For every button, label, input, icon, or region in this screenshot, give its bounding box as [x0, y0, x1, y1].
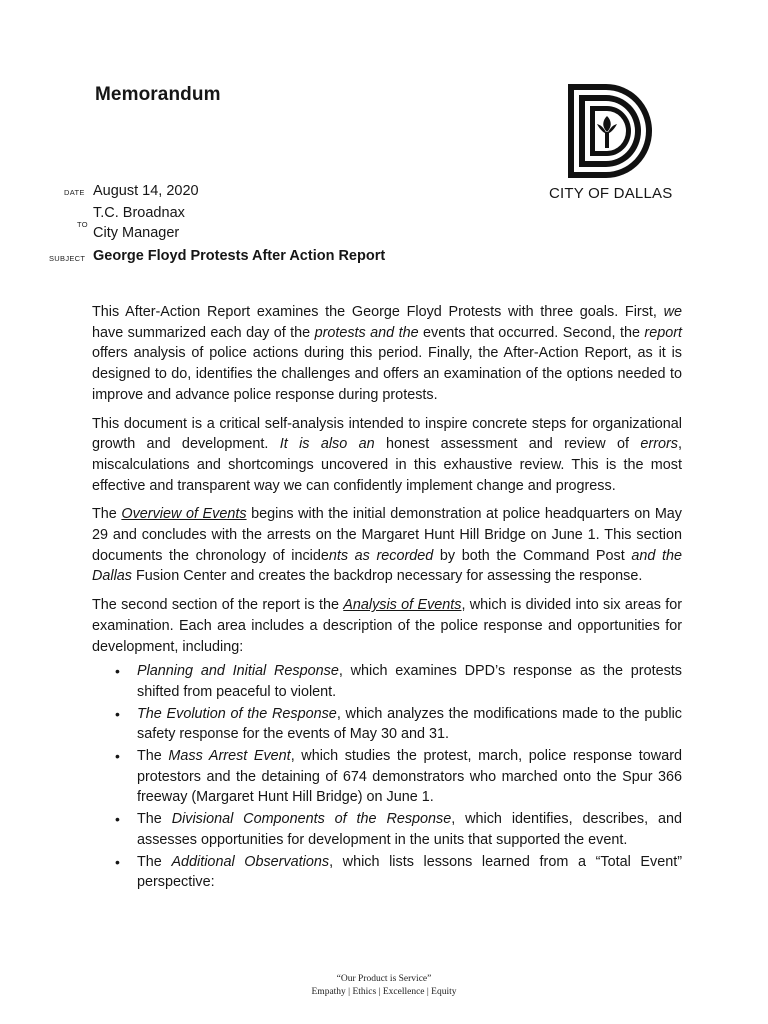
- analysis-of-events-link: Analysis of Events: [343, 597, 462, 614]
- bullet-pre: The: [137, 853, 172, 870]
- bullet-text: , which studies the protest, march, police response toward protestors and the detaining of 674 demonstrators who marched onto the Spur 366 freeway (Margaret Hunt Hill Bridge) on June 1.: [137, 748, 682, 806]
- date-label: DATE: [64, 188, 85, 197]
- list-item: [92, 661, 682, 702]
- bullet-text: , which identifies, describes, and assesses opportunities for development in the units that supported the event.: [137, 811, 682, 848]
- p1-text-c: have summarized each day of the: [92, 324, 315, 341]
- p2-text-c: honest assessment and review of: [374, 436, 641, 453]
- list-item: [92, 746, 682, 808]
- p2-text-d: errors: [640, 436, 679, 453]
- recipient-title: City Manager: [93, 225, 180, 241]
- p1-text-f: report: [644, 324, 682, 341]
- memo-title: Memorandum: [95, 84, 221, 105]
- paragraph-1: [92, 302, 682, 406]
- bullet-text: , which lists lessons learned from a “Total Event” perspective:: [137, 853, 682, 891]
- bullet-text: , which analyzes the modifications made to the public safety response for the events of May 30 and 31.: [137, 705, 682, 743]
- p3-text-f: Fusion Center and creates the backdrop necessary for assessing the response.: [132, 568, 643, 585]
- to-label: TO: [77, 220, 88, 229]
- p3-text-b: begins with the initial demonstration at police headquarters on May 29 and concludes with the arrests on the Margaret Hunt Hill Bridge on June 1. This section documents the chronology of incide: [92, 506, 683, 564]
- footer-values: Empathy | Ethics | Excellence | Equity: [311, 987, 457, 997]
- city-name: CITY OF DALLAS: [549, 185, 673, 202]
- p1-text-a: This After-Action Report examines the George Floyd Protests with three goals. First,: [92, 304, 664, 320]
- recipient-name: T.C. Broadnax: [93, 205, 185, 221]
- memo-date: August 14, 2020: [93, 183, 199, 199]
- paragraph-3: [92, 504, 682, 587]
- p4-text-a: The second section of the report is the: [92, 597, 344, 614]
- memo-body: [92, 302, 682, 894]
- p1-text-e: events that occurred. Second, the: [418, 324, 645, 341]
- list-item: [92, 852, 682, 893]
- p4-text-b: , which is divided into six areas for examination. Each area includes a description of the police response and opportunities for development, including:: [92, 597, 682, 655]
- p1-text-d: protests and the: [314, 324, 419, 341]
- p2-text-e: , miscalculations and shortcomings uncovered in this exhaustive review. This is the most effective and transparent way we can confidently implement change and progress.: [92, 436, 683, 494]
- subject-label: SUBJECT: [49, 254, 86, 263]
- p3-text-c: nts as recorded: [328, 547, 434, 564]
- paragraph-4: [92, 595, 682, 657]
- paragraph-2: [92, 414, 682, 497]
- overview-of-events-link: Overview of Events: [121, 506, 247, 523]
- p1-text-g: offers analysis of police actions during this period. Finally, the After-Action Report, as it is designed to do, identifies the challenges and offers an examination of the options needed to improve and advance police response during protests.: [92, 345, 682, 403]
- footer-motto: “Our Product is Service”: [336, 974, 432, 984]
- bullet-pre: The: [137, 811, 172, 828]
- p2-text-a: This document is a critical self-analysis intended to inspire concrete steps for organizational growth and development.: [92, 415, 682, 453]
- bullet-title: Planning and Initial Response: [137, 663, 339, 680]
- bullet-title: The Evolution of the Response: [137, 705, 337, 722]
- p2-text-b: It is also an: [279, 436, 375, 453]
- p3-text-d: by both the Command Post: [433, 547, 632, 564]
- bullet-title: Mass Arrest Event: [168, 748, 291, 765]
- bullet-title: Additional Observations: [171, 853, 330, 870]
- city-of-dallas-logo-icon: [566, 82, 656, 182]
- p3-text-a: The: [92, 506, 122, 523]
- bullet-text: , which examines DPD’s response as the protests shifted from peaceful to violent.: [137, 663, 682, 700]
- p3-text-e: and the Dallas: [92, 547, 682, 585]
- bullet-title: Divisional Components of the Response: [171, 811, 452, 828]
- p1-text-b: we: [663, 304, 682, 320]
- memo-subject: George Floyd Protests After Action Report: [93, 248, 386, 264]
- list-item: [92, 704, 682, 745]
- analysis-areas-list: [92, 661, 682, 893]
- list-item: [92, 809, 682, 850]
- bullet-pre: The: [137, 748, 169, 765]
